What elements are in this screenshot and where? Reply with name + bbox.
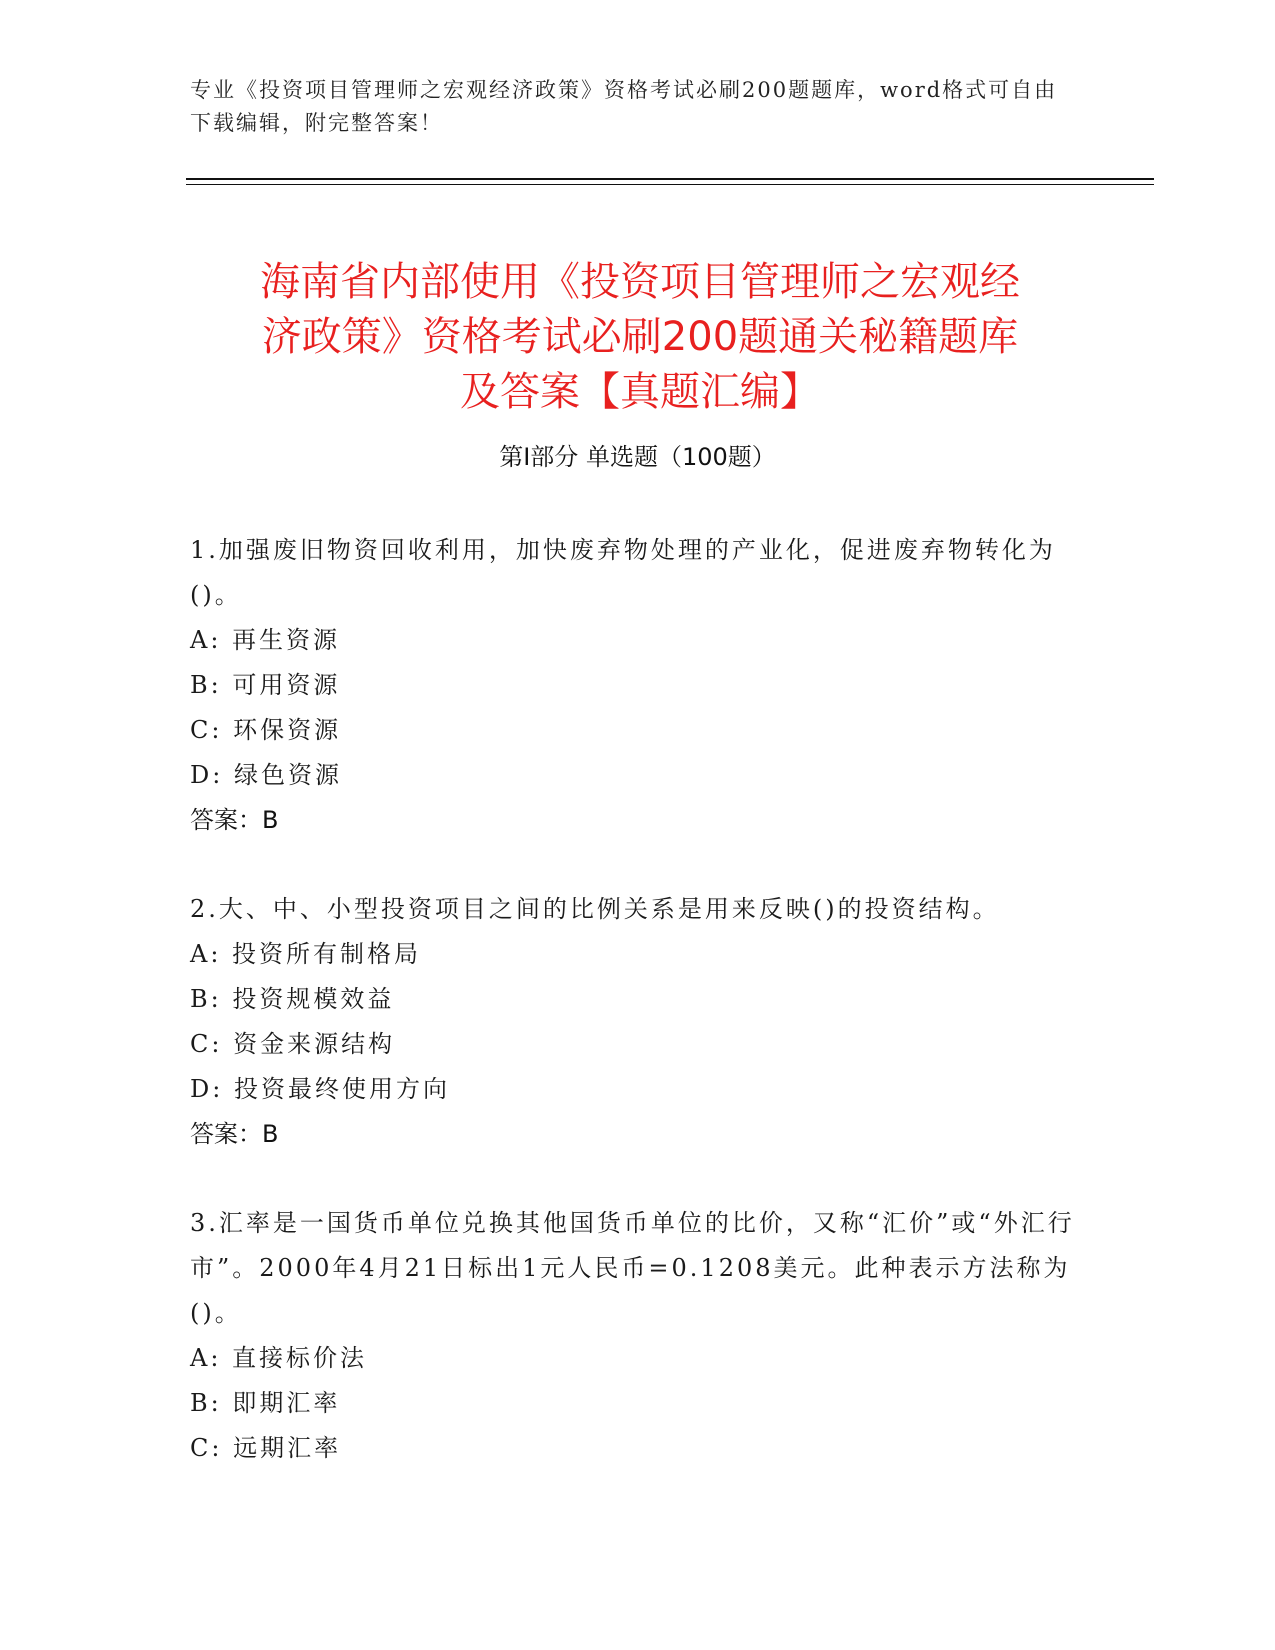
title-line-1: 海南省内部使用《投资项目管理师之宏观经: [260, 258, 1020, 305]
question-2: [190, 887, 1090, 1157]
option-c: C: 远期汇率: [190, 1434, 342, 1462]
option-a: A: 再生资源: [190, 626, 341, 654]
question-3: [190, 1201, 1090, 1471]
header-note: 专业《投资项目管理师之宏观经济政策》资格考试必刷200题题库，word格式可自由下载编辑，附完整答案！: [190, 78, 1058, 135]
option-a: A: 投资所有制格局: [190, 940, 422, 968]
option-d: D: 投资最终使用方向: [190, 1075, 450, 1103]
answer: 答案：B: [190, 1120, 279, 1148]
title-line-2: 济政策》资格考试必刷200题通关秘籍题库: [261, 313, 1019, 360]
option-c: C: 资金来源结构: [190, 1030, 396, 1058]
option-d: D: 绿色资源: [190, 761, 342, 789]
option-a: A: 直接标价法: [190, 1344, 368, 1372]
question-stem: 2.大、中、小型投资项目之间的比例关系是用来反映()的投资结构。: [190, 895, 1000, 923]
option-c: C: 环保资源: [190, 716, 342, 744]
document-title: [190, 255, 1090, 420]
title-line-3: 及答案【真题汇编】: [460, 368, 820, 415]
option-b: B: 可用资源: [190, 671, 341, 699]
question-1: [190, 528, 1090, 843]
header-divider-thin: [186, 184, 1154, 185]
option-b: B: 即期汇率: [190, 1389, 341, 1417]
question-stem: 3.汇率是一国货币单位兑换其他国货币单位的比价，又称“汇价”或“外汇行市”。2000年4月21日标出1元人民币=0.1208美元。此种表示方法称为()。: [190, 1209, 1075, 1327]
question-list: [190, 528, 1090, 1515]
section-title: 第Ⅰ部分 单选题（100题）: [499, 443, 776, 471]
option-b: B: 投资规模效益: [190, 985, 395, 1013]
header-divider-thick: [186, 178, 1154, 180]
answer: 答案：B: [190, 806, 279, 834]
question-stem: 1.加强废旧物资回收利用，加快废弃物处理的产业化，促进废弃物转化为()。: [190, 536, 1056, 609]
